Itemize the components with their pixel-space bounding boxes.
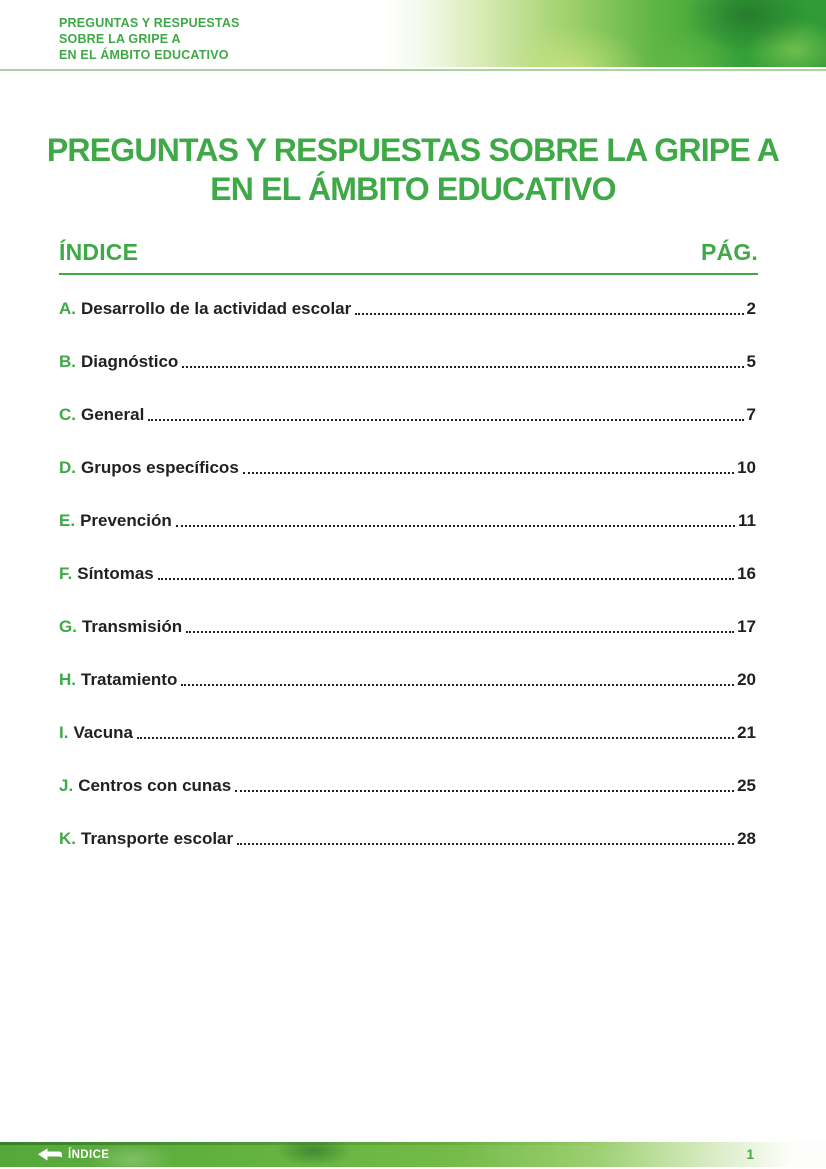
index-heading-row (59, 239, 758, 275)
toc-entry-page-number: 10 (737, 458, 756, 477)
footer-page-number: 1 (746, 1147, 754, 1162)
toc-dot-leader (186, 631, 734, 633)
page-header (0, 0, 826, 71)
back-arrow-icon (38, 1148, 62, 1161)
toc-dot-leader (182, 366, 743, 368)
toc-entry-page-number: 21 (737, 723, 756, 742)
page-title-line-2: EN EL ÁMBITO EDUCATIVO (210, 171, 616, 207)
footer-bar (0, 1142, 826, 1167)
toc-entry-label: Centros con cunas (78, 776, 232, 795)
toc-dot-leader (181, 684, 734, 686)
toc-entry-page-number: 7 (746, 405, 756, 424)
footer-index-label: ÍNDICE (68, 1148, 110, 1161)
toc-entry-letter: H. (59, 670, 76, 689)
toc-entry-page-number: 20 (737, 670, 756, 689)
toc-dot-leader (243, 472, 734, 474)
toc-entry-label: Desarrollo de la actividad escolar (81, 299, 352, 318)
toc-dot-leader (158, 578, 734, 580)
page-title (28, 131, 798, 209)
toc-entry-label: Síntomas (77, 564, 154, 583)
toc-entry-letter: C. (59, 405, 76, 424)
toc-entry-letter: I. (59, 723, 69, 742)
toc-dot-leader (355, 313, 743, 315)
toc-entry-label: Vacuna (73, 723, 133, 742)
index-heading: ÍNDICE (59, 239, 139, 265)
footer-index-button[interactable] (38, 1142, 109, 1167)
header-line-1: PREGUNTAS Y RESPUESTAS (59, 16, 240, 30)
toc-entry-label: Grupos específicos (81, 458, 239, 477)
toc-entry[interactable] (59, 670, 756, 689)
page-title-line-1: PREGUNTAS Y RESPUESTAS SOBRE LA GRIPE A (46, 132, 780, 168)
toc-entry-label: General (81, 405, 145, 424)
toc-entry-page-number: 11 (738, 511, 756, 530)
toc-entry-page-number: 16 (737, 564, 756, 583)
toc-entry[interactable] (59, 564, 756, 583)
toc-entry-letter: B. (59, 352, 76, 371)
toc-entry[interactable] (59, 776, 756, 795)
toc-entry-label: Prevención (80, 511, 172, 530)
toc-entry[interactable] (59, 405, 756, 424)
page-column-heading: PÁG. (700, 239, 758, 265)
toc-dot-leader (137, 737, 734, 739)
toc-entry-page-number: 5 (746, 352, 756, 371)
toc-entry-letter: K. (59, 829, 76, 848)
table-of-contents (59, 299, 756, 882)
toc-entry-label: Diagnóstico (81, 352, 179, 371)
toc-entry-letter: A. (59, 299, 76, 318)
toc-entry-letter: F. (59, 564, 73, 583)
toc-entry-letter: G. (59, 617, 77, 636)
toc-entry-page-number: 2 (746, 299, 756, 318)
toc-dot-leader (237, 843, 734, 845)
header-leaf-banner-image (385, 0, 826, 67)
toc-entry[interactable] (59, 723, 756, 742)
toc-entry-page-number: 25 (737, 776, 756, 795)
toc-entry-label: Tratamiento (81, 670, 178, 689)
header-line-2: SOBRE LA GRIPE A (59, 32, 181, 46)
toc-entry[interactable] (59, 511, 756, 530)
toc-dot-leader (235, 790, 734, 792)
toc-entry-page-number: 17 (737, 617, 756, 636)
toc-dot-leader (148, 419, 743, 421)
toc-entry[interactable] (59, 829, 756, 848)
toc-entry-letter: D. (59, 458, 76, 477)
header-divider (0, 69, 826, 71)
toc-entry-label: Transporte escolar (81, 829, 234, 848)
toc-entry[interactable] (59, 352, 756, 371)
header-running-title (59, 15, 240, 63)
header-line-3: EN EL ÁMBITO EDUCATIVO (59, 48, 229, 62)
toc-dot-leader (176, 525, 735, 527)
toc-entry-letter: J. (59, 776, 74, 795)
toc-entry-letter: E. (59, 511, 76, 530)
toc-entry-page-number: 28 (737, 829, 756, 848)
toc-entry[interactable] (59, 458, 756, 477)
toc-entry[interactable] (59, 299, 756, 318)
toc-entry[interactable] (59, 617, 756, 636)
toc-entry-label: Transmisión (81, 617, 183, 636)
